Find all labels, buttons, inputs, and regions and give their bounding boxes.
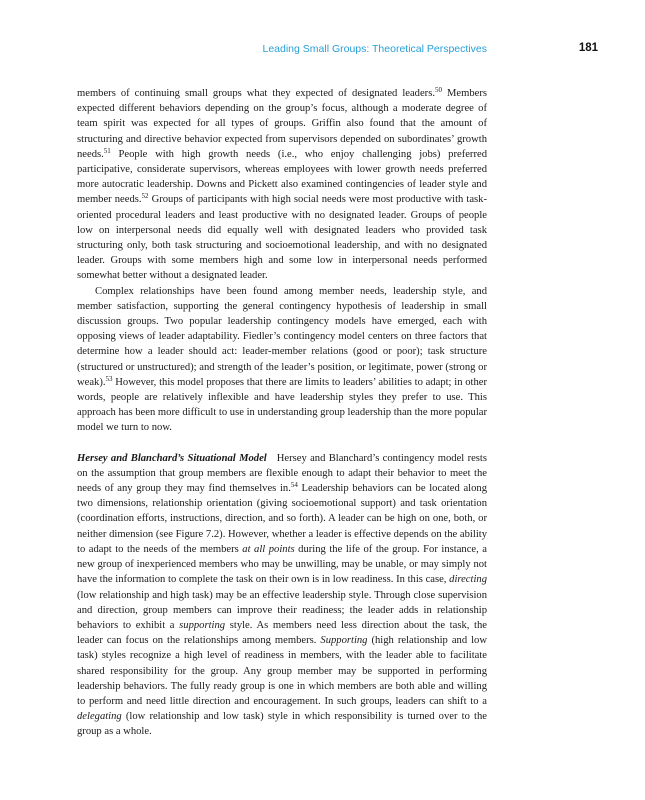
paragraph-3 [77, 451, 490, 740]
footnote-ref-51: 51 [103, 146, 111, 155]
footnote-ref-53: 53 [105, 374, 113, 383]
text-run: People with high growth needs (i.e., who enjoy challenging jobs) preferred participative, considerate supervisors, whereas employees with lower growth needs preferred more autocratic leadership. Downs and Pickett also examined contingencies of leader style and member needs. [77, 148, 487, 206]
text-run: (high relationship and low task) styles recognize a high level of readiness in members, with the leader able to facilitate shared responsibility for the group. Any group member may be supported in performing leadership behaviors. The fully ready group is one in which members are both able and willing to perform and need little direction and encouragement. In such groups, leaders can shift to a [77, 635, 487, 707]
emphasis: supporting [179, 619, 226, 631]
text-run: However, this model proposes that there are limits to leaders’ abilities to adapt; in other words, people are relatively inflexible and have leadership styles they prefer to use. This approach has been more difficult to use in understanding group leadership than the more popular model we turn to now. [77, 376, 487, 434]
text-run: Leadership behaviors can be located along two dimensions, relationship orientation (giving socioemotional support) and task orientation (coordination efforts, instructions, direction, and so forth). A leader can be high on one, both, or neither dimension (see Figure 7.2). However, whether a leader is effective depends on the ability to adapt to the needs of the members [77, 483, 487, 555]
emphasis: at all points [242, 543, 295, 555]
paragraph-2 [77, 284, 487, 436]
footnote-ref-54: 54 [290, 481, 298, 490]
body-text [77, 86, 490, 740]
text-run: Groups of participants with high social needs were most productive with task-oriented procedural leaders and least productive with no designated leader. Groups of people low on interpersonal needs did equally well with designated leaders who provided task structuring only, both task structuring and socioemotional leadership, and with no designated leader. Groups with some members high and some low in interpersonal needs performed somewhat better without a designated leader. [77, 194, 487, 282]
text-run: Members expected different behaviors depending on the group’s focus, although a moderate degree of team spirit was expected for all types of groups. Griffin also found that the amount of structuring and directive behavior expected from supervisors depended on subordinates’ growth needs. [77, 88, 487, 160]
emphasis: directing [449, 574, 487, 586]
emphasis: Supporting [320, 635, 368, 647]
emphasis: delegating [77, 711, 122, 723]
text-run: during the life of the group. For instance, a new group of inexperienced members who may be unwilling, may be unable, or may simply not have the information to complete the task on their own is in low readiness. In this case, [77, 543, 487, 586]
page-number: 181 [578, 42, 598, 54]
page-header [0, 43, 645, 59]
text-run: Hersey and Blanchard’s contingency model rests on the assumption that group members are flexible enough to adapt their behavior to meet the needs of any group they may find themselves in. [77, 452, 490, 495]
text-run: members of continuing small groups what they expected of designated leaders. [77, 88, 435, 99]
footnote-ref-52: 52 [141, 192, 149, 201]
paragraph-1 [77, 86, 487, 284]
running-head: Leading Small Groups: Theoretical Perspectives [262, 43, 487, 55]
text-run: (low relationship and high task) may be an effective leadership style. Through close supervision and direction, group members can improve their readiness; the leader adds in relationship behaviors to exhibit a [77, 589, 487, 631]
footnote-ref-50: 50 [434, 86, 442, 94]
text-run: (low relationship and low task) style in which responsibility is turned over to the group as a whole. [77, 711, 487, 738]
text-run: Complex relationships have been found among member needs, leadership style, and member satisfaction, supporting the general contingency hypothesis of leadership in small discussion groups. Two popular leadership contingency models have emerged, each with opposing views of leader adaptability. Fiedler’s contingency model centers on three factors that determine how a leader should act: leader-member relations (good or poor); task structure (structured or unstructured); and strength of the leader’s position, or legitimate, power (strong or weak). [77, 285, 487, 388]
text-run: style. As members need less direction about the task, the leader can focus on the relationships among members. [77, 619, 487, 647]
section-heading: Hersey and Blanchard’s Situational Model [77, 452, 267, 464]
